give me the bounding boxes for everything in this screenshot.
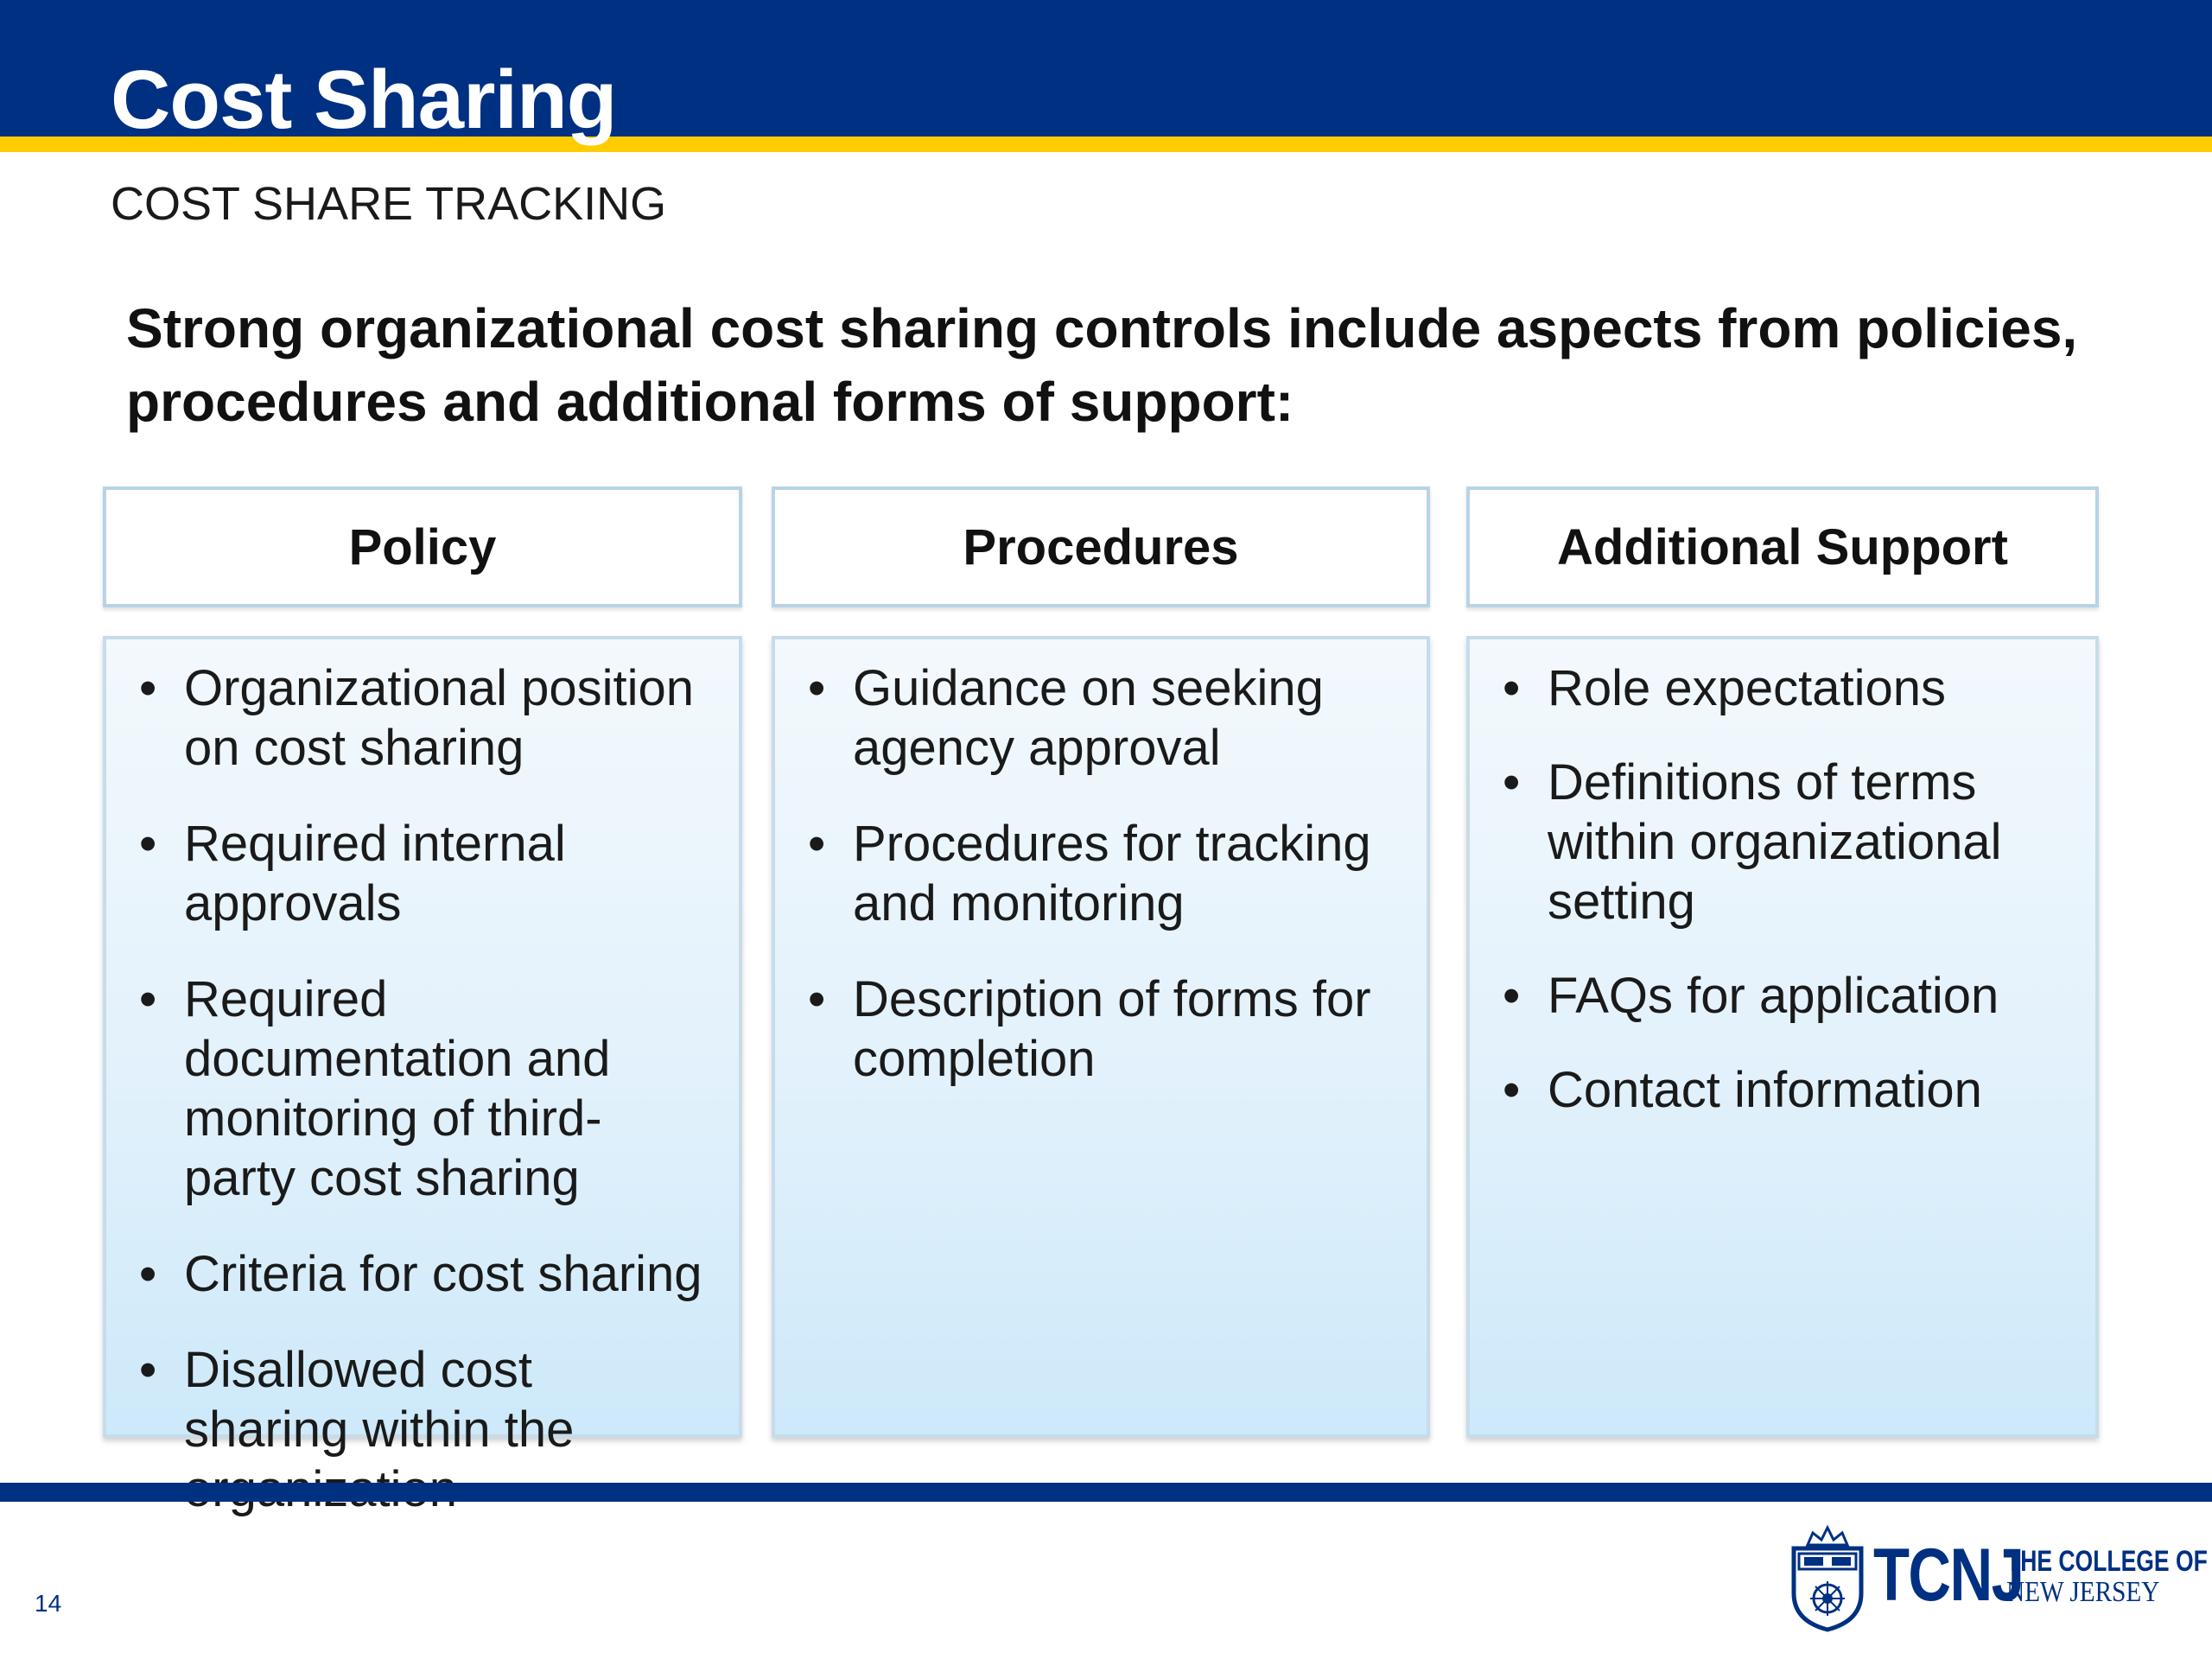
bullet-list [1492,658,2061,1120]
list-item: • Disallowed cost sharing within the [129,1340,704,1519]
column-body-policy [103,636,742,1458]
list-item: • Definitions of terms within organizational setting [1492,753,2061,931]
bullet-list [798,658,1392,1089]
column-body-procedures [772,636,1430,1438]
list-item: • Required documentation and monitoring of third-party cost sharing [129,969,704,1208]
column-heading-procedures [772,486,1430,607]
logo-line-2: NEW JERSEY [2006,1576,2160,1608]
slide-title: Cost Sharing [111,54,617,146]
slide-subtitle: COST SHARE TRACKING [111,178,667,230]
list-item: • Procedures for tracking and monitoring [798,814,1392,933]
list-item: • Criteria for cost sharing [129,1244,704,1304]
column-heading-policy [103,486,742,607]
list-item: • Required internal approvals [129,814,704,933]
logo-wordmark: TCNJ [1873,1534,2024,1617]
list-item: • FAQs for application [1492,966,2061,1026]
intro-text: Strong organizational cost sharing controls include aspects from policies, procedures and additional forms of support: [126,297,2078,433]
list-item: • Organizational position on cost sharing [129,658,704,778]
tcnj-logo [1787,1521,2208,1633]
column-heading-additional-support [1466,486,2099,607]
list-item: • Description of forms for completion [798,969,1392,1089]
column-body-additional-support [1466,636,2099,1438]
column-heading-label: Policy [348,518,497,575]
column-heading-label: Procedures [963,518,1239,575]
footer-bar [0,1483,2212,1502]
list-item: • Guidance on seeking agency approval [798,658,1392,778]
list-item: • Contact information [1492,1060,2061,1120]
list-item: • Role expectations [1492,658,2061,718]
bullet-list [129,658,704,1519]
page-number: 14 [35,1590,62,1617]
column-heading-label: Additional Support [1557,518,2008,575]
logo-line-1: THE COLLEGE OF [2006,1545,2208,1578]
college-seal-icon [1787,1521,1868,1633]
